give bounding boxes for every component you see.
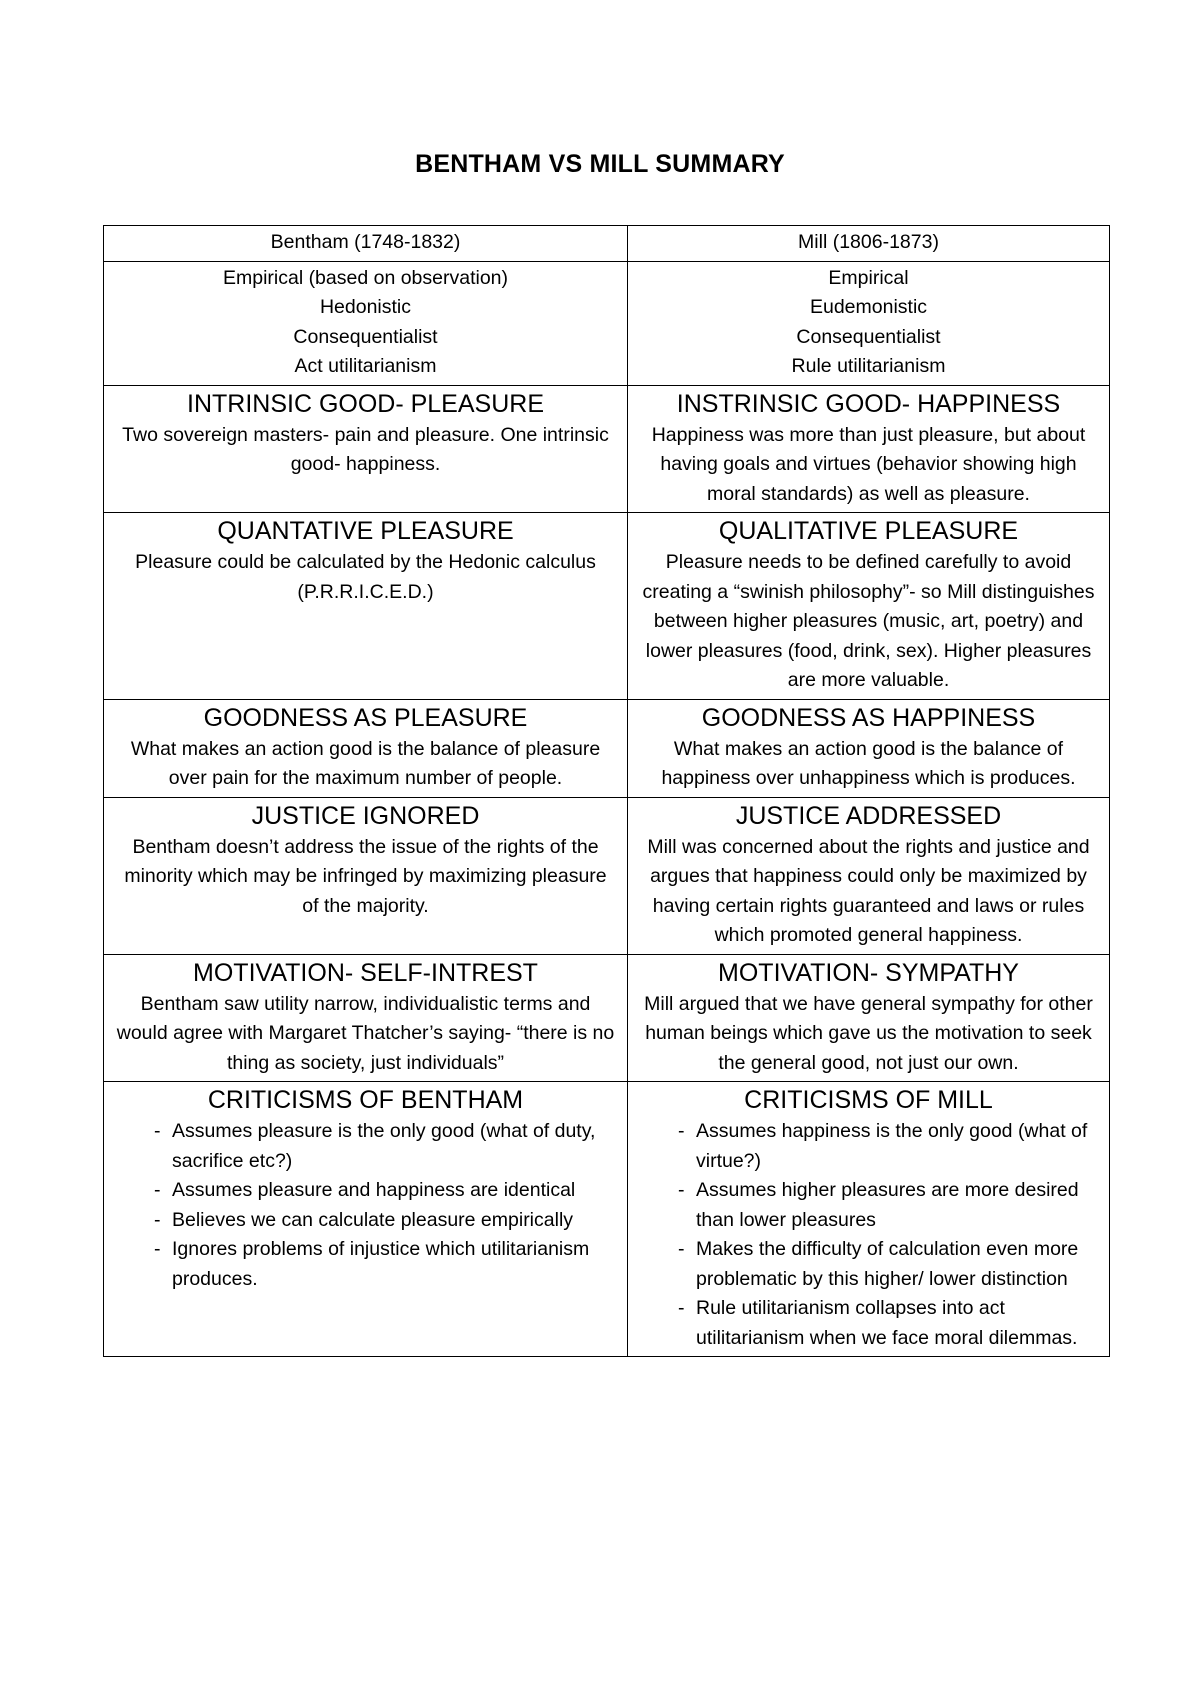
criticism-text: Makes the difficulty of calculation even more problematic by this higher/ lower distinction xyxy=(696,1238,1079,1290)
criticism-text: Assumes pleasure and happiness are identical xyxy=(172,1179,576,1201)
mill-row-text: Pleasure needs to be defined carefully to avoid creating a “swinish philosophy”- so Mill distinguishes between higher pleasures (music, art, poetry) and lower pleasures (food, drink, sex). Higher pleasures are more valuable. xyxy=(642,551,1095,691)
bullet-dash: - xyxy=(154,1120,161,1142)
bullet-dash: - xyxy=(678,1120,685,1142)
mill-criticisms-cell xyxy=(628,1082,1110,1357)
bentham-cell xyxy=(104,797,628,954)
list-item xyxy=(638,1294,1099,1353)
bentham-cell xyxy=(104,513,628,700)
header-row xyxy=(104,226,1110,262)
mill-trait: Empirical xyxy=(828,266,909,289)
mill-cell xyxy=(628,797,1110,954)
bentham-row-heading: MOTIVATION- SELF-INTREST xyxy=(193,958,538,987)
bullet-dash: - xyxy=(154,1208,161,1231)
mill-column-header: Mill (1806-1873) xyxy=(628,226,1110,262)
bullet-dash: - xyxy=(154,1179,161,1201)
bentham-row-heading: GOODNESS AS PLEASURE xyxy=(203,703,528,732)
bullet-dash: - xyxy=(678,1238,685,1260)
page-title: BENTHAM VS MILL SUMMARY xyxy=(415,150,785,178)
list-item xyxy=(638,1117,1099,1176)
mill-criticisms-list xyxy=(638,1117,1099,1353)
bentham-cell xyxy=(104,699,628,797)
mill-row-text: Happiness was more than just pleasure, but about having goals and virtues (behavior showing high moral standards) as well as pleasure. xyxy=(651,423,1086,505)
bentham-cell xyxy=(104,385,628,513)
mill-traits-cell xyxy=(628,261,1110,385)
comparison-row-justice xyxy=(104,797,1110,954)
list-item xyxy=(114,1235,617,1294)
list-item xyxy=(638,1235,1099,1294)
criticism-text: Assumes higher pleasures are more desired than lower pleasures xyxy=(696,1179,1079,1231)
criticism-text: Ignores problems of injustice which utilitarianism produces. xyxy=(172,1238,590,1290)
bentham-row-heading: QUANTATIVE PLEASURE xyxy=(217,517,514,545)
list-item xyxy=(114,1117,617,1176)
mill-trait: Consequentialist xyxy=(796,325,941,348)
comparison-row-pleasure-type xyxy=(104,513,1110,700)
bentham-criticisms-list xyxy=(114,1117,617,1294)
mill-trait: Eudemonistic xyxy=(809,296,928,318)
bentham-trait: Empirical (based on observation) xyxy=(222,266,509,289)
criticism-text: Assumes pleasure is the only good (what of duty, sacrifice etc?) xyxy=(172,1120,596,1172)
mill-row-text: Mill argued that we have general sympathy for other human beings which gave us the motivation to seek the general good, not just our own. xyxy=(644,992,1093,1074)
mill-row-heading: INSTRINSIC GOOD- HAPPINESS xyxy=(676,389,1061,418)
mill-row-heading: JUSTICE ADDRESSED xyxy=(735,801,1002,830)
comparison-row-intrinsic-good xyxy=(104,385,1110,513)
criticism-text: Assumes happiness is the only good (what of virtue?) xyxy=(696,1120,1088,1172)
mill-cell xyxy=(628,513,1110,700)
criticism-text: Rule utilitarianism collapses into act utilitarianism when we face moral dilemmas. xyxy=(696,1297,1078,1349)
bentham-trait: Hedonistic xyxy=(319,296,412,318)
bullet-dash: - xyxy=(154,1238,161,1260)
mill-trait: Rule utilitarianism xyxy=(791,355,946,377)
bentham-column-header: Bentham (1748-1832) xyxy=(104,226,628,262)
comparison-row-goodness xyxy=(104,699,1110,797)
mill-row-text: What makes an action good is the balance of happiness over unhappiness which is produces. xyxy=(661,737,1076,789)
mill-row-text: Mill was concerned about the rights and justice and argues that happiness could only be maximized by having certain rights guaranteed and laws or rules which promoted general happiness. xyxy=(647,835,1090,946)
bentham-row-text: Bentham saw utility narrow, individualistic terms and would agree with Margaret Thatcher’s saying- “there is no thing as society, just individuals” xyxy=(116,992,615,1074)
bentham-row-text: Two sovereign masters- pain and pleasure. One intrinsic good- happiness. xyxy=(122,423,609,475)
list-item xyxy=(114,1176,617,1206)
mill-row-heading: GOODNESS AS HAPPINESS xyxy=(701,703,1036,732)
bentham-criticisms-cell xyxy=(104,1082,628,1357)
bentham-row-text: Bentham doesn’t address the issue of the rights of the minority which may be infringed by maximizing pleasure of the majority. xyxy=(124,835,607,917)
traits-row xyxy=(104,261,1110,385)
bentham-row-heading: JUSTICE IGNORED xyxy=(251,801,480,830)
bullet-dash: - xyxy=(678,1297,685,1319)
mill-criticisms-heading: CRITICISMS OF MILL xyxy=(744,1086,993,1114)
bentham-row-text: Pleasure could be calculated by the Hedonic calculus (P.R.R.I.C.E.D.) xyxy=(135,551,596,603)
criticisms-row xyxy=(104,1082,1110,1357)
bentham-criticisms-heading: CRITICISMS OF BENTHAM xyxy=(207,1086,524,1114)
mill-row-heading: MOTIVATION- SYMPATHY xyxy=(718,958,1019,987)
criticism-text: Believes we can calculate pleasure empirically xyxy=(172,1208,574,1231)
mill-cell xyxy=(628,699,1110,797)
mill-cell xyxy=(628,954,1110,1082)
comparison-table xyxy=(103,225,1110,1357)
list-item xyxy=(114,1206,617,1236)
bentham-row-heading: INTRINSIC GOOD- PLEASURE xyxy=(187,389,544,418)
bullet-dash: - xyxy=(678,1179,685,1201)
list-item xyxy=(638,1176,1099,1235)
bentham-cell xyxy=(104,954,628,1082)
mill-cell xyxy=(628,385,1110,513)
comparison-row-motivation xyxy=(104,954,1110,1082)
bentham-traits-cell xyxy=(104,261,628,385)
bentham-trait: Consequentialist xyxy=(293,325,438,348)
bentham-trait: Act utilitarianism xyxy=(294,355,437,377)
bentham-row-text: What makes an action good is the balance of pleasure over pain for the maximum number of people. xyxy=(130,737,601,789)
mill-row-heading: QUALITATIVE PLEASURE xyxy=(718,517,1019,545)
